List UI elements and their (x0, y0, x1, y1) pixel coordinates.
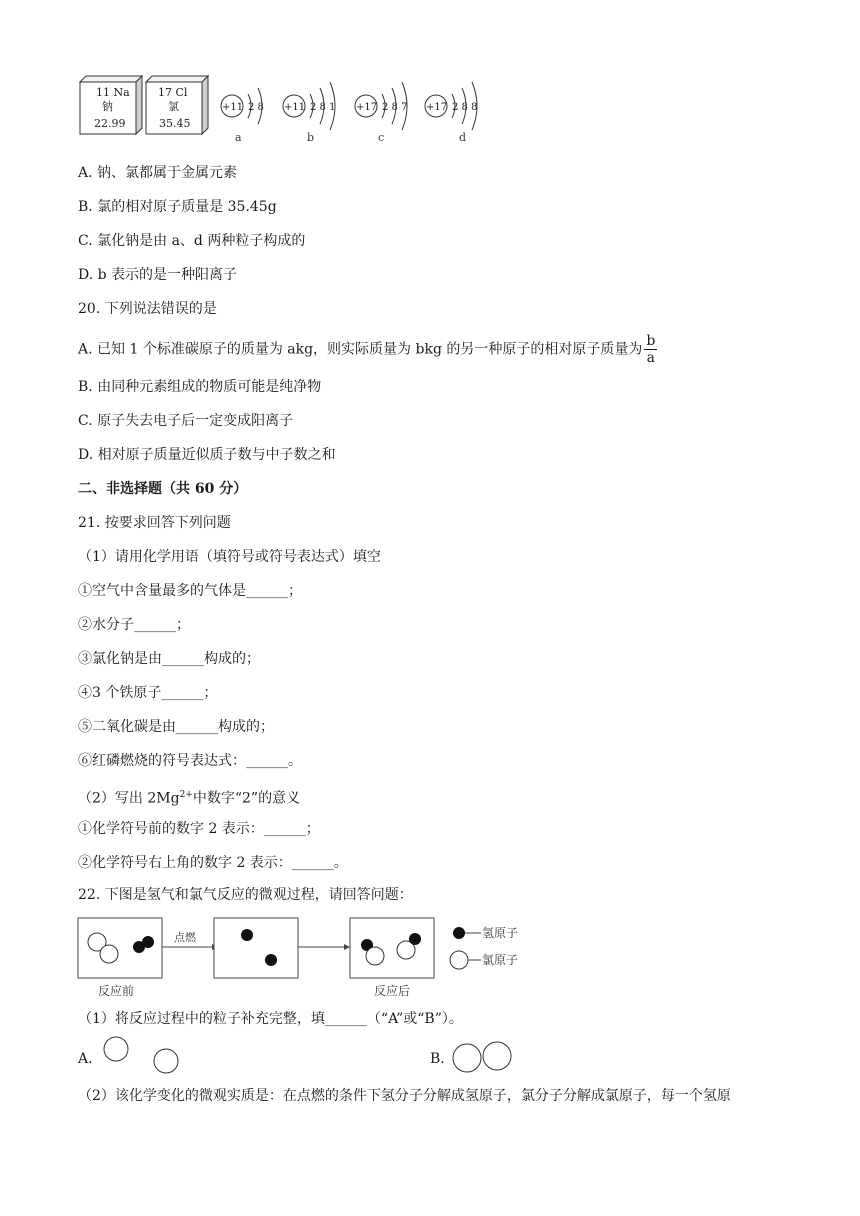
sodium-name: 钠 (102, 100, 113, 113)
q21-item-1: ①空气中含量最多的气体是______； (78, 583, 302, 599)
q21-stem: 21. 按要求回答下列问题 (78, 515, 231, 531)
hydrogen-atom-icon (241, 929, 253, 941)
choice-b-label: B. (430, 1051, 445, 1067)
q22-part1: （1）将反应过程中的粒子补充完整，填______（“A”或“B”）。 (78, 1011, 463, 1027)
fraction-b-over-a (644, 333, 657, 366)
legend-hydrogen-label: 氢原子 (482, 926, 519, 940)
chlorine-atom-icon (104, 1037, 128, 1061)
q19-option-c: C. 氯化钠是由 a、d 两种粒子构成的 (78, 233, 306, 249)
atom-b-shells: 2 8 1 (310, 102, 336, 113)
choice-b-figure (450, 1038, 520, 1078)
q21-item-3: ③氯化钠是由______构成的； (78, 651, 260, 667)
atom-a-shells: 2 8 (248, 102, 264, 113)
ignite-label: 点燃 (174, 931, 196, 944)
atom-c-nucleus: +17 (356, 102, 378, 113)
q21-part2-superscript: 2+ (179, 790, 193, 800)
chlorine-name: 氯 (168, 100, 179, 113)
q21-item-5: ⑤二氧化碳是由______构成的； (78, 719, 274, 735)
fraction-denominator: a (646, 350, 656, 366)
chlorine-atom-icon (154, 1049, 178, 1073)
atom-d-nucleus: +17 (426, 102, 448, 113)
fraction-numerator: b (646, 333, 656, 349)
q19-option-b: B. 氯的相对原子质量是 35.45g (78, 199, 277, 215)
q20-option-a (78, 333, 657, 366)
q19-option-a: A. 钠、氯都属于金属元素 (78, 165, 238, 181)
chlorine-number-symbol: 17 Cl (158, 86, 188, 99)
chlorine-atom-icon (453, 1044, 481, 1072)
atom-b-label: b (307, 131, 315, 144)
q21-item-4: ④3 个铁原子______； (78, 685, 218, 701)
q20-option-c: C. 原子失去电子后一定变成阳离子 (78, 413, 294, 429)
reaction-diagram (76, 914, 536, 982)
caption-after: 反应后 (374, 984, 411, 998)
atom-b-nucleus: +11 (284, 102, 306, 113)
chlorine-atom-icon (100, 945, 118, 963)
q22-part2: （2）该化学变化的微观实质是：在点燃的条件下氢分子分解成氢原子，氯分子分解成氯原子，每一个氢原 (78, 1088, 731, 1104)
q21-item-6: ⑥红磷燃烧的符号表达式：______。 (78, 753, 302, 769)
chlorine-mass: 35.45 (159, 117, 191, 130)
q21-part1: （1）请用化学用语（填符号或符号表达式）填空 (78, 549, 381, 565)
caption-before: 反应前 (98, 984, 135, 998)
atom-diagram-d (425, 82, 477, 144)
arrow-head-icon (344, 944, 350, 950)
q21-item-2: ②水分子______； (78, 617, 190, 633)
legend-chlorine-icon (450, 951, 468, 969)
q21-part2-prefix: （2）写出 2Mg (78, 790, 180, 807)
hydrogen-atom-icon (265, 954, 277, 966)
legend-chlorine-label: 氯原子 (482, 953, 519, 967)
middle-box (214, 918, 298, 978)
choice-a-figure (100, 1034, 190, 1078)
atom-d-label: d (459, 131, 467, 144)
q22-stem: 22. 下图是氢气和氯气反应的微观过程，请回答问题： (78, 887, 413, 903)
section-title: 二、非选择题（共 60 分） (78, 481, 248, 497)
chlorine-tile (146, 76, 208, 134)
chlorine-atom-icon (483, 1042, 511, 1070)
atom-a-label: a (235, 131, 242, 144)
sodium-number-symbol: 11 Na (96, 86, 130, 99)
atom-c-shells: 2 8 7 (382, 102, 408, 113)
element-figure (76, 72, 496, 148)
q20-option-d: D. 相对原子质量近似质子数与中子数之和 (78, 447, 336, 463)
q19-option-d: D. b 表示的是一种阳离子 (78, 267, 238, 283)
atom-c-label: c (378, 131, 385, 144)
atom-diagram-a (221, 88, 264, 144)
legend-hydrogen-icon (453, 927, 465, 939)
q21-part2-item-2: ②化学符号右上角的数字 2 表示：______。 (78, 855, 348, 871)
atom-d-shells: 2 8 8 (452, 102, 478, 113)
q20-option-a-text: A. 已知 1 个标准碳原子的质量为 akg，则实际质量为 bkg 的另一种原子的相对原子质量为 (78, 341, 643, 358)
q21-part2 (78, 785, 300, 809)
atom-a-nucleus: +11 (222, 102, 244, 113)
hydrogen-atom-icon (409, 933, 421, 945)
q21-part2-item-1: ①化学符号前的数字 2 表示：______； (78, 821, 320, 837)
choice-a-label: A. (78, 1051, 93, 1067)
hydrogen-atom-icon (142, 936, 154, 948)
sodium-tile (80, 76, 142, 134)
atom-diagram-c (355, 82, 407, 144)
q21-part2-suffix: 中数字“2”的意义 (192, 790, 301, 807)
q20-stem: 20. 下列说法错误的是 (78, 301, 217, 317)
sodium-mass: 22.99 (94, 117, 126, 130)
chlorine-atom-icon (366, 947, 384, 965)
atom-diagram-b (283, 82, 335, 144)
q20-option-b: B. 由同种元素组成的物质可能是纯净物 (78, 379, 322, 395)
